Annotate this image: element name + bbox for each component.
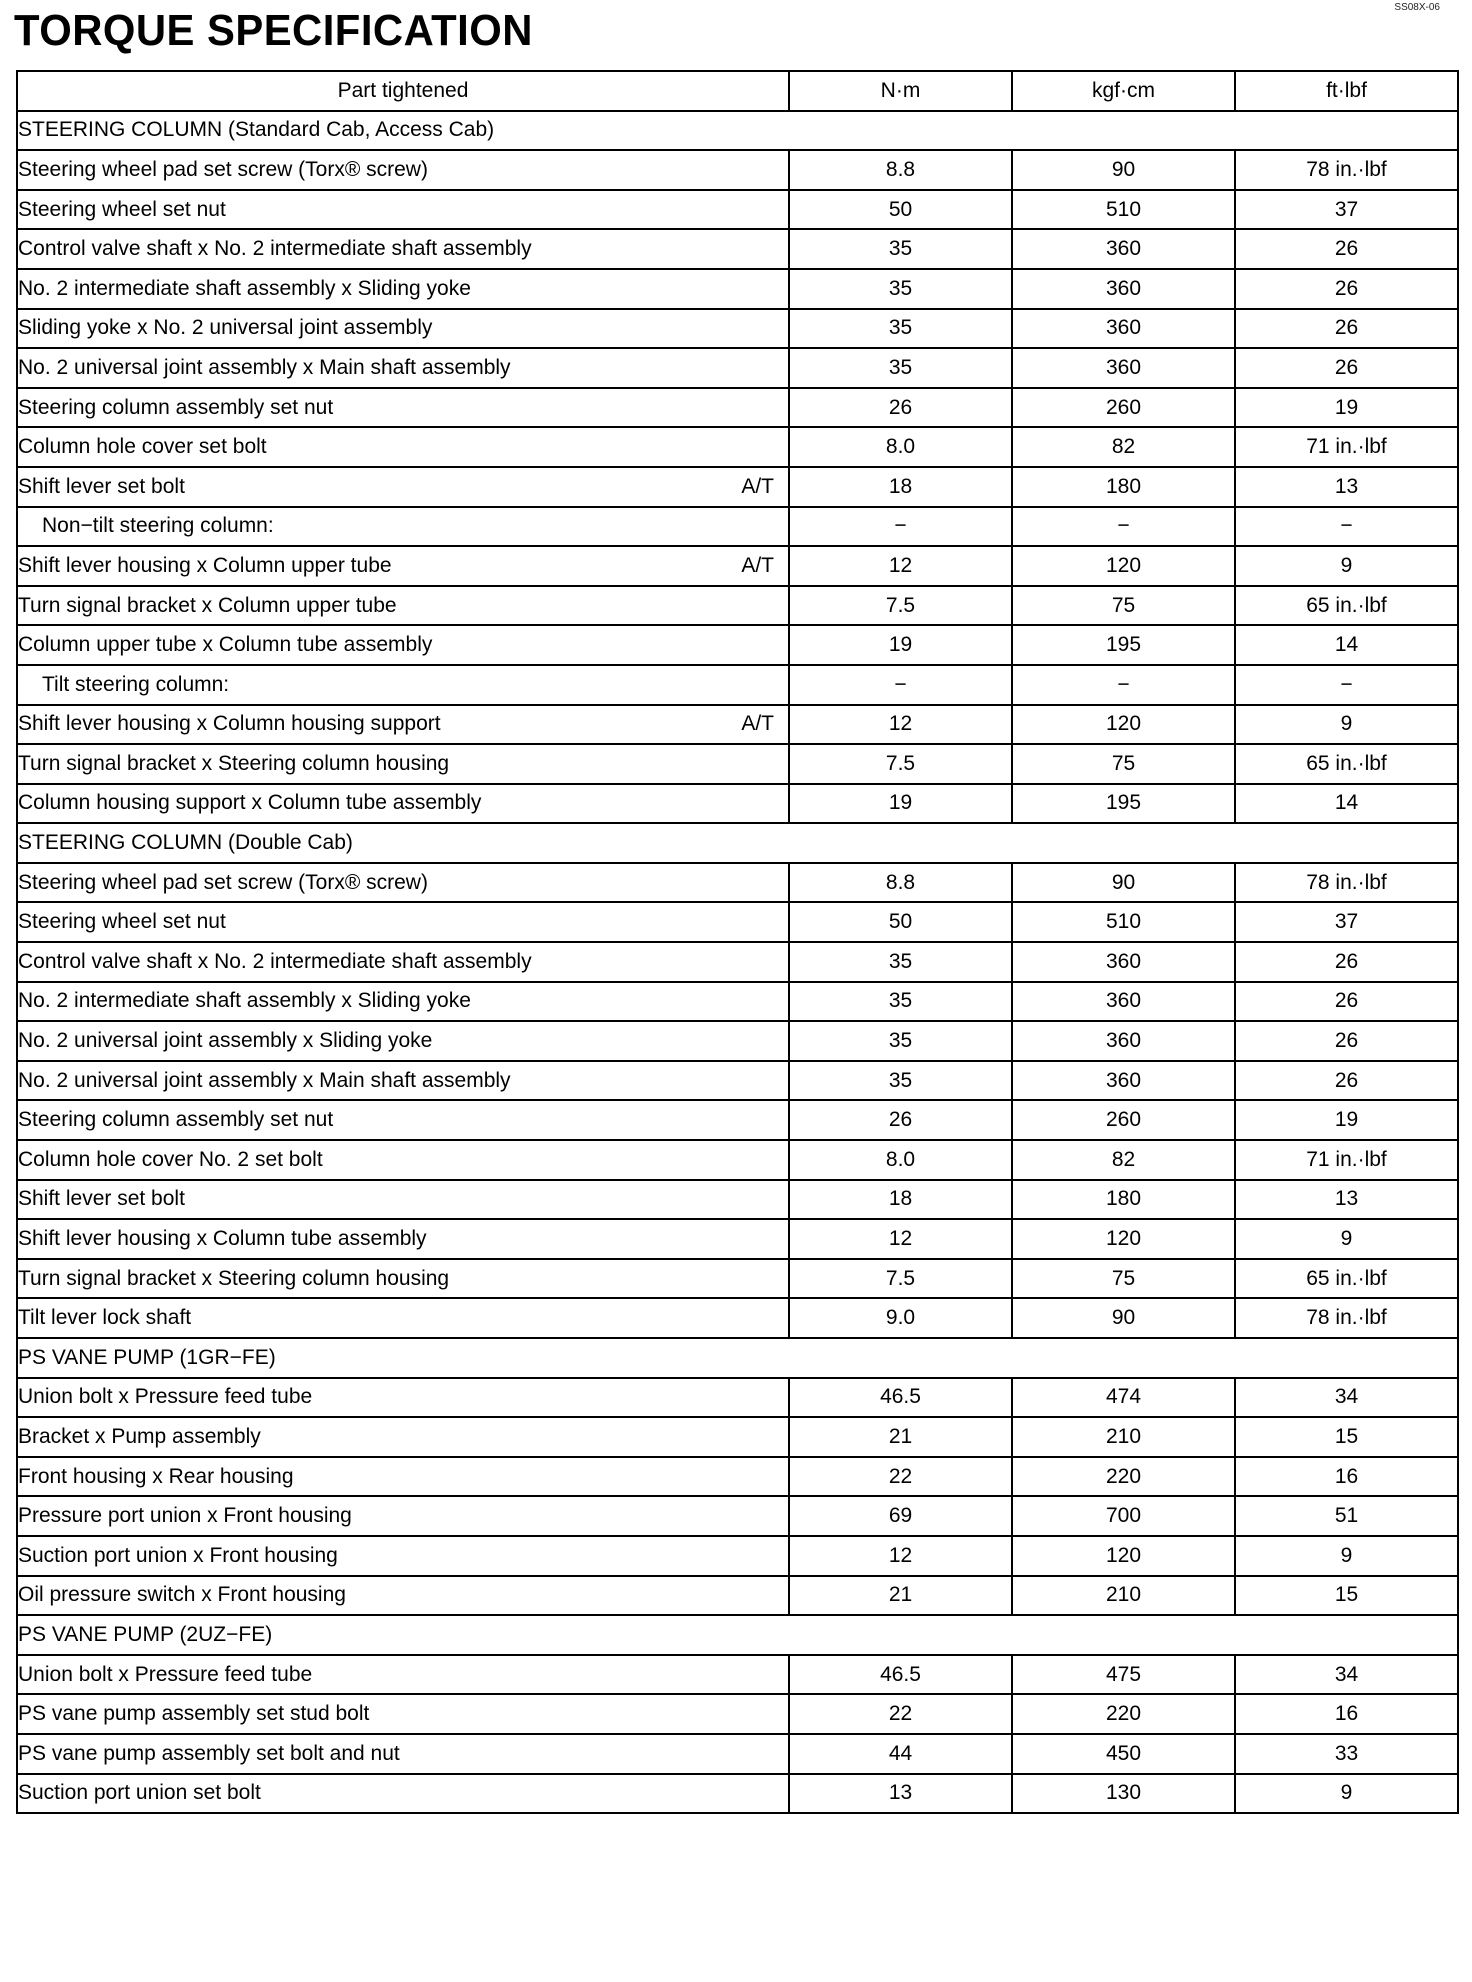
kgf-cm-cell: 90 [1012, 863, 1235, 903]
part-label: Column hole cover No. 2 set bolt [18, 1147, 323, 1171]
kgf-cm-cell: 90 [1012, 1298, 1235, 1338]
kgf-cm-cell: 120 [1012, 705, 1235, 745]
part-cell [17, 190, 789, 230]
part-label: Shift lever housing x Column tube assembly [18, 1227, 427, 1251]
ft-lbf-cell: 16 [1235, 1694, 1458, 1734]
part-cell [17, 1694, 789, 1734]
part-label: Sliding yoke x No. 2 universal joint assembly [18, 316, 433, 340]
part-label: PS vane pump assembly set bolt and nut [18, 1741, 400, 1765]
part-cell [17, 784, 789, 824]
part-label: Control valve shaft x No. 2 intermediate shaft assembly [18, 237, 532, 261]
nm-cell: 7.5 [789, 1259, 1012, 1299]
table-row [17, 427, 1458, 467]
section-title: PS VANE PUMP (1GR−FE) [17, 1338, 1458, 1378]
part-label: Non−tilt steering column: [42, 514, 274, 538]
part-label: Steering wheel set nut [18, 910, 226, 934]
part-cell [17, 1140, 789, 1180]
part-cell [17, 1457, 789, 1497]
part-label: Column housing support x Column tube assembly [18, 791, 482, 815]
ft-lbf-cell: 26 [1235, 942, 1458, 982]
part-label: Shift lever set bolt [18, 474, 185, 498]
nm-cell: 8.8 [789, 150, 1012, 190]
part-label: Steering column assembly set nut [18, 395, 334, 419]
nm-cell: 19 [789, 784, 1012, 824]
kgf-cm-cell: 82 [1012, 427, 1235, 467]
part-cell [17, 625, 789, 665]
ft-lbf-cell: 37 [1235, 902, 1458, 942]
transmission-note: A/T [741, 553, 774, 577]
table-row [17, 190, 1458, 230]
table-row [17, 1694, 1458, 1734]
kgf-cm-cell: 220 [1012, 1694, 1235, 1734]
part-cell [17, 1298, 789, 1338]
kgf-cm-cell: 75 [1012, 1259, 1235, 1299]
ft-lbf-cell: 19 [1235, 1100, 1458, 1140]
part-cell [17, 546, 789, 586]
ft-lbf-cell: 9 [1235, 705, 1458, 745]
table-row [17, 467, 1458, 507]
ft-lbf-cell: 26 [1235, 1061, 1458, 1101]
nm-cell: 35 [789, 309, 1012, 349]
table-row [17, 1457, 1458, 1497]
part-cell [17, 586, 789, 626]
kgf-cm-cell: 180 [1012, 467, 1235, 507]
table-row [17, 784, 1458, 824]
kgf-cm-cell: 120 [1012, 1536, 1235, 1576]
ft-lbf-cell: 9 [1235, 1536, 1458, 1576]
ft-lbf-cell: 71 in.·lbf [1235, 1140, 1458, 1180]
ft-lbf-cell: 26 [1235, 1021, 1458, 1061]
nm-cell: 18 [789, 1180, 1012, 1220]
ft-lbf-cell: 78 in.·lbf [1235, 1298, 1458, 1338]
kgf-cm-cell: 360 [1012, 229, 1235, 269]
table-row [17, 348, 1458, 388]
table-row [17, 1734, 1458, 1774]
ft-lbf-cell: 15 [1235, 1417, 1458, 1457]
part-cell [17, 665, 789, 705]
kgf-cm-cell: 90 [1012, 150, 1235, 190]
part-label: No. 2 universal joint assembly x Main shaft assembly [18, 355, 511, 379]
part-cell [17, 467, 789, 507]
table-row [17, 1378, 1458, 1418]
kgf-cm-cell: 210 [1012, 1417, 1235, 1457]
kgf-cm-cell: 130 [1012, 1774, 1235, 1814]
part-label: Tilt steering column: [42, 672, 230, 696]
kgf-cm-cell: 360 [1012, 348, 1235, 388]
table-row [17, 1021, 1458, 1061]
kgf-cm-cell: − [1012, 665, 1235, 705]
nm-cell: 44 [789, 1734, 1012, 1774]
transmission-note: A/T [741, 474, 774, 498]
kgf-cm-cell: 120 [1012, 1219, 1235, 1259]
kgf-cm-cell: − [1012, 507, 1235, 547]
ft-lbf-cell: 16 [1235, 1457, 1458, 1497]
table-row [17, 1298, 1458, 1338]
ft-lbf-cell: 26 [1235, 309, 1458, 349]
kgf-cm-cell: 700 [1012, 1496, 1235, 1536]
table-row [17, 1417, 1458, 1457]
part-label: Steering wheel set nut [18, 197, 226, 221]
nm-cell: − [789, 507, 1012, 547]
ft-lbf-cell: 14 [1235, 784, 1458, 824]
part-label: No. 2 universal joint assembly x Sliding yoke [18, 1029, 433, 1053]
part-label: Turn signal bracket x Steering column housing [18, 1266, 450, 1290]
kgf-cm-cell: 510 [1012, 902, 1235, 942]
part-cell [17, 744, 789, 784]
ft-lbf-cell: 71 in.·lbf [1235, 427, 1458, 467]
part-label: No. 2 universal joint assembly x Main shaft assembly [18, 1068, 511, 1092]
nm-cell: 19 [789, 625, 1012, 665]
part-cell [17, 507, 789, 547]
kgf-cm-cell: 260 [1012, 388, 1235, 428]
ft-lbf-cell: 26 [1235, 269, 1458, 309]
part-cell [17, 348, 789, 388]
page-title: TORQUE SPECIFICATION [14, 6, 533, 55]
ft-lbf-cell: 65 in.·lbf [1235, 586, 1458, 626]
nm-cell: 46.5 [789, 1655, 1012, 1695]
part-cell [17, 1061, 789, 1101]
part-label: Front housing x Rear housing [18, 1464, 294, 1488]
part-label: Steering wheel pad set screw (Torx® screw) [18, 870, 428, 894]
nm-cell: 12 [789, 705, 1012, 745]
part-label: Steering column assembly set nut [18, 1108, 334, 1132]
nm-cell: 35 [789, 1021, 1012, 1061]
part-cell [17, 902, 789, 942]
part-label: No. 2 intermediate shaft assembly x Sliding yoke [18, 989, 471, 1013]
ft-lbf-cell: 14 [1235, 625, 1458, 665]
nm-cell: 8.0 [789, 1140, 1012, 1180]
kgf-cm-cell: 195 [1012, 625, 1235, 665]
table-row [17, 1180, 1458, 1220]
header-kgf-cm: kgf·cm [1012, 71, 1235, 111]
table-row [17, 1219, 1458, 1259]
section-row [17, 823, 1458, 863]
nm-cell: 46.5 [789, 1378, 1012, 1418]
section-title: PS VANE PUMP (2UZ−FE) [17, 1615, 1458, 1655]
part-label: Steering wheel pad set screw (Torx® screw) [18, 157, 428, 181]
nm-cell: 35 [789, 348, 1012, 388]
section-title: STEERING COLUMN (Standard Cab, Access Cab) [17, 111, 1458, 151]
table-row [17, 863, 1458, 903]
nm-cell: 8.8 [789, 863, 1012, 903]
table-header-row [17, 71, 1458, 111]
kgf-cm-cell: 75 [1012, 744, 1235, 784]
part-label: Suction port union x Front housing [18, 1543, 338, 1567]
part-cell [17, 1734, 789, 1774]
table-row [17, 1259, 1458, 1299]
part-cell [17, 1536, 789, 1576]
nm-cell: 35 [789, 942, 1012, 982]
table-row [17, 625, 1458, 665]
nm-cell: 22 [789, 1694, 1012, 1734]
nm-cell: 8.0 [789, 427, 1012, 467]
kgf-cm-cell: 260 [1012, 1100, 1235, 1140]
ft-lbf-cell: 51 [1235, 1496, 1458, 1536]
section-row [17, 1338, 1458, 1378]
ft-lbf-cell: 9 [1235, 1219, 1458, 1259]
ft-lbf-cell: 26 [1235, 348, 1458, 388]
ft-lbf-cell: 9 [1235, 546, 1458, 586]
part-label: Column hole cover set bolt [18, 435, 267, 459]
ft-lbf-cell: − [1235, 665, 1458, 705]
table-row [17, 1140, 1458, 1180]
kgf-cm-cell: 360 [1012, 1061, 1235, 1101]
nm-cell: 35 [789, 269, 1012, 309]
section-row [17, 111, 1458, 151]
part-cell [17, 427, 789, 467]
section-title: STEERING COLUMN (Double Cab) [17, 823, 1458, 863]
table-row [17, 388, 1458, 428]
part-cell [17, 1100, 789, 1140]
header-part-tightened: Part tightened [17, 71, 789, 111]
table-row [17, 546, 1458, 586]
kgf-cm-cell: 360 [1012, 942, 1235, 982]
ft-lbf-cell: 33 [1235, 1734, 1458, 1774]
ft-lbf-cell: 13 [1235, 467, 1458, 507]
ft-lbf-cell: 9 [1235, 1774, 1458, 1814]
torque-spec-table [16, 70, 1459, 1814]
ft-lbf-cell: 78 in.·lbf [1235, 863, 1458, 903]
part-label: PS vane pump assembly set stud bolt [18, 1702, 370, 1726]
document-code: SS08X-06 [1394, 2, 1440, 13]
section-row [17, 1615, 1458, 1655]
table-row [17, 982, 1458, 1022]
part-label: Bracket x Pump assembly [18, 1424, 261, 1448]
part-cell [17, 388, 789, 428]
kgf-cm-cell: 474 [1012, 1378, 1235, 1418]
part-cell [17, 229, 789, 269]
table-row [17, 150, 1458, 190]
table-row [17, 1655, 1458, 1695]
table-row [17, 1100, 1458, 1140]
nm-cell: 9.0 [789, 1298, 1012, 1338]
part-cell [17, 150, 789, 190]
part-cell [17, 1021, 789, 1061]
part-cell [17, 705, 789, 745]
nm-cell: 69 [789, 1496, 1012, 1536]
table-row [17, 1576, 1458, 1616]
nm-cell: 26 [789, 1100, 1012, 1140]
table-row [17, 1061, 1458, 1101]
subheading-row [17, 507, 1458, 547]
part-cell [17, 1417, 789, 1457]
kgf-cm-cell: 210 [1012, 1576, 1235, 1616]
part-cell [17, 309, 789, 349]
part-cell [17, 1576, 789, 1616]
table-row [17, 902, 1458, 942]
part-cell [17, 982, 789, 1022]
nm-cell: 18 [789, 467, 1012, 507]
nm-cell: − [789, 665, 1012, 705]
table-row [17, 1774, 1458, 1814]
ft-lbf-cell: 13 [1235, 1180, 1458, 1220]
kgf-cm-cell: 510 [1012, 190, 1235, 230]
table-row [17, 744, 1458, 784]
kgf-cm-cell: 180 [1012, 1180, 1235, 1220]
part-label: Union bolt x Pressure feed tube [18, 1662, 313, 1686]
part-cell [17, 1774, 789, 1814]
ft-lbf-cell: 26 [1235, 982, 1458, 1022]
part-cell [17, 1219, 789, 1259]
part-label: Shift lever housing x Column housing support [18, 712, 441, 736]
kgf-cm-cell: 360 [1012, 1021, 1235, 1061]
kgf-cm-cell: 475 [1012, 1655, 1235, 1695]
part-label: No. 2 intermediate shaft assembly x Sliding yoke [18, 276, 471, 300]
kgf-cm-cell: 82 [1012, 1140, 1235, 1180]
nm-cell: 35 [789, 982, 1012, 1022]
part-label: Pressure port union x Front housing [18, 1504, 352, 1528]
part-label: Oil pressure switch x Front housing [18, 1583, 346, 1607]
part-cell [17, 1655, 789, 1695]
part-label: Tilt lever lock shaft [18, 1306, 192, 1330]
part-label: Union bolt x Pressure feed tube [18, 1385, 313, 1409]
part-label: Turn signal bracket x Steering column housing [18, 751, 450, 775]
table-row [17, 942, 1458, 982]
table-row [17, 586, 1458, 626]
nm-cell: 7.5 [789, 586, 1012, 626]
nm-cell: 21 [789, 1576, 1012, 1616]
table-row [17, 1536, 1458, 1576]
table-row [17, 705, 1458, 745]
part-cell [17, 1259, 789, 1299]
kgf-cm-cell: 450 [1012, 1734, 1235, 1774]
part-cell [17, 1496, 789, 1536]
kgf-cm-cell: 120 [1012, 546, 1235, 586]
table-row [17, 269, 1458, 309]
part-label: Shift lever set bolt [18, 1187, 185, 1211]
part-label: Suction port union set bolt [18, 1781, 261, 1805]
table-row [17, 1496, 1458, 1536]
ft-lbf-cell: − [1235, 507, 1458, 547]
subheading-row [17, 665, 1458, 705]
ft-lbf-cell: 78 in.·lbf [1235, 150, 1458, 190]
part-label: Control valve shaft x No. 2 intermediate shaft assembly [18, 949, 532, 973]
kgf-cm-cell: 75 [1012, 586, 1235, 626]
part-cell [17, 863, 789, 903]
part-cell [17, 1180, 789, 1220]
part-label: Turn signal bracket x Column upper tube [18, 593, 397, 617]
nm-cell: 7.5 [789, 744, 1012, 784]
ft-lbf-cell: 34 [1235, 1378, 1458, 1418]
nm-cell: 50 [789, 902, 1012, 942]
nm-cell: 12 [789, 1536, 1012, 1576]
ft-lbf-cell: 37 [1235, 190, 1458, 230]
ft-lbf-cell: 26 [1235, 229, 1458, 269]
ft-lbf-cell: 34 [1235, 1655, 1458, 1695]
ft-lbf-cell: 65 in.·lbf [1235, 1259, 1458, 1299]
table-row [17, 229, 1458, 269]
nm-cell: 21 [789, 1417, 1012, 1457]
header-nm: N·m [789, 71, 1012, 111]
kgf-cm-cell: 360 [1012, 309, 1235, 349]
kgf-cm-cell: 195 [1012, 784, 1235, 824]
ft-lbf-cell: 15 [1235, 1576, 1458, 1616]
part-cell [17, 942, 789, 982]
ft-lbf-cell: 65 in.·lbf [1235, 744, 1458, 784]
kgf-cm-cell: 360 [1012, 982, 1235, 1022]
kgf-cm-cell: 360 [1012, 269, 1235, 309]
nm-cell: 13 [789, 1774, 1012, 1814]
table-row [17, 309, 1458, 349]
nm-cell: 50 [789, 190, 1012, 230]
table-body [17, 111, 1458, 1814]
ft-lbf-cell: 19 [1235, 388, 1458, 428]
nm-cell: 35 [789, 1061, 1012, 1101]
part-label: Shift lever housing x Column upper tube [18, 553, 392, 577]
nm-cell: 35 [789, 229, 1012, 269]
transmission-note: A/T [741, 712, 774, 736]
part-cell [17, 269, 789, 309]
nm-cell: 12 [789, 1219, 1012, 1259]
part-label: Column upper tube x Column tube assembly [18, 633, 433, 657]
part-cell [17, 1378, 789, 1418]
nm-cell: 22 [789, 1457, 1012, 1497]
nm-cell: 12 [789, 546, 1012, 586]
header-ft-lbf: ft·lbf [1235, 71, 1458, 111]
kgf-cm-cell: 220 [1012, 1457, 1235, 1497]
nm-cell: 26 [789, 388, 1012, 428]
